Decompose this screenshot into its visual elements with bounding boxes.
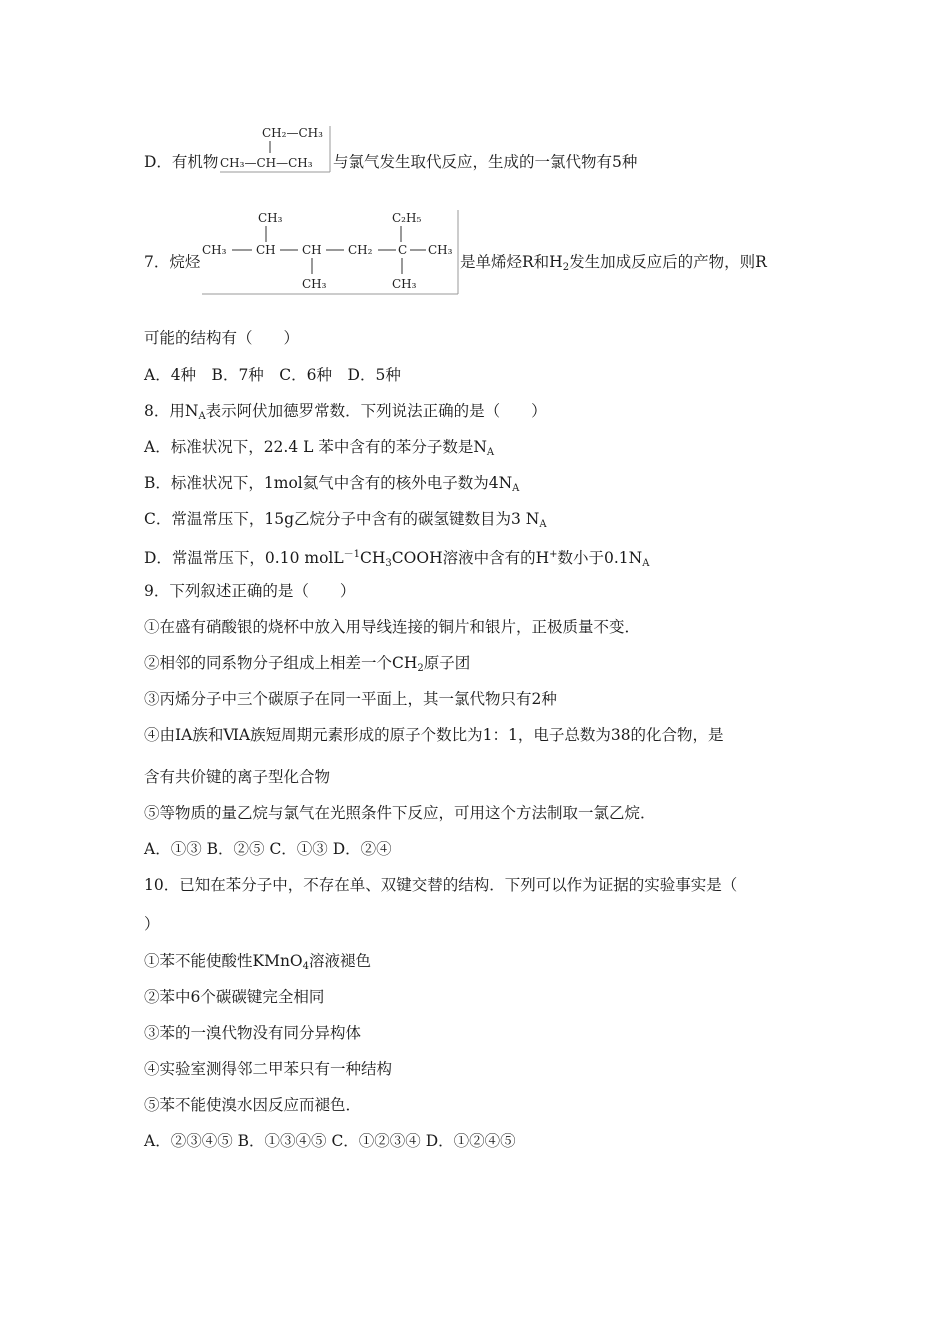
q10-text: 10．已知在苯分子中，不存在单、双键交替的结构．下列可以作为证据的实验事实是（	[144, 876, 738, 894]
struct2-chain-0: CH₃	[202, 243, 227, 257]
q10-1a: ①苯不能使酸性KMnO	[144, 952, 303, 970]
q10-options	[144, 1131, 516, 1151]
q7-options-text: A．4种 B．7种 C．6种 D．5种	[144, 366, 401, 384]
q8-a: 8．用N	[144, 402, 199, 420]
option-d-suffix-line	[333, 152, 637, 172]
q8D-d: 数小于0.1N	[557, 549, 643, 567]
q8-option-b	[144, 473, 519, 499]
q10-cont	[144, 914, 160, 934]
q7-suffix-b: 发生加成反应后的产物，则R	[569, 253, 767, 271]
q9-item-2	[144, 653, 470, 679]
q9-2a: ②相邻的同系物分子组成上相差一个CH	[144, 654, 418, 672]
q9-item-1	[144, 617, 640, 637]
option-d-line	[144, 152, 218, 172]
struct2-chain-4: C	[398, 243, 408, 257]
q9-1-text: ①在盛有硝酸银的烧杯中放入用导线连接的铜片和银片，正极质量不变．	[144, 618, 641, 636]
q10-item-3	[144, 1023, 361, 1043]
q9-item-4	[144, 725, 724, 745]
q10-cont-text: ）	[144, 915, 160, 933]
struct2-chain-3: CH₂	[348, 243, 373, 257]
struct2-bottom-ch3-a: CH₃	[302, 277, 327, 291]
q8B-text: B．标准状况下，1mol氦气中含有的核外电子数为4N	[144, 474, 513, 492]
struct2-top-ch3: CH₃	[258, 211, 283, 225]
struct2-top-c2h5: C₂H₅	[392, 211, 422, 225]
q8-b: 表示阿伏加德罗常数．下列说法正确的是（ ）	[205, 402, 547, 420]
q8-option-d	[144, 545, 649, 574]
q9-options-text: A．①③ B．②⑤ C．①③ D．②④	[144, 840, 392, 858]
q7-suffix-sub: 2	[562, 262, 570, 273]
structure-2	[200, 208, 462, 296]
q10-options-text: A．②③④⑤ B．①③④⑤ C．①②③④ D．①②④⑤	[144, 1132, 516, 1150]
option-d-prefix: D．有机物	[144, 153, 219, 171]
q7-cont-text: 可能的结构有（ ）	[144, 329, 300, 347]
q7-suffix-line	[460, 252, 767, 278]
q9-stem	[144, 581, 355, 601]
q7-suffix-a: 是单烯烃R和H	[460, 253, 563, 271]
q8D-a: D．常温常压下，0.10 molL	[144, 549, 344, 567]
q10-item-2	[144, 987, 324, 1007]
q7-cont	[144, 328, 299, 348]
q8A-text: A．标准状况下，22.4 L 苯中含有的苯分子数是N	[144, 438, 487, 456]
q10-stem	[144, 875, 737, 895]
struct2-chain-2: CH	[302, 243, 322, 257]
q8-sub: A	[198, 411, 206, 422]
q9-2b: 原子团	[423, 654, 471, 672]
q9-text: 9．下列叙述正确的是（ ）	[144, 582, 356, 600]
q7-options	[144, 365, 401, 385]
q9-3-text: ③丙烯分子中三个碳原子在同一平面上，其一氯代物只有2种	[144, 690, 557, 708]
q8C-sub: A	[539, 519, 547, 530]
q10-1sub: 4	[302, 961, 310, 972]
option-d-suffix: 与氯气发生取代反应，生成的一氯代物有5种	[333, 153, 638, 171]
q9-item-4-cont	[144, 767, 330, 787]
q9-2sub: 2	[417, 663, 424, 674]
q8C-text: C．常温常压下，15g乙烷分子中含有的碳氢键数目为3 N	[144, 510, 540, 528]
struct2-bottom-ch3-b: CH₃	[392, 277, 417, 291]
struct2-chain-1: CH	[256, 243, 276, 257]
q8A-sub: A	[486, 447, 495, 458]
q8B-sub: A	[512, 483, 520, 494]
q8D-sub2: A	[642, 558, 650, 569]
q9-4-text: ④由ⅠA族和ⅥA族短周期元素形成的原子个数比为1：1，电子总数为38的化合物，是	[144, 726, 724, 744]
q10-3-text: ③苯的一溴代物没有同分异构体	[144, 1024, 362, 1042]
q9-item-3	[144, 689, 557, 709]
q10-item-1	[144, 951, 371, 977]
q8D-sup: －1	[343, 549, 361, 560]
q9-4-cont-text: 含有共价键的离子型化合物	[144, 768, 331, 786]
q8D-sub1: 3	[385, 558, 392, 569]
struct1-top: CH₂—CH₃	[262, 126, 323, 140]
q8D-sup2: +	[549, 549, 558, 560]
structure-1	[218, 122, 336, 176]
q10-4-text: ④实验室测得邻二甲苯只有一种结构	[144, 1060, 393, 1078]
q10-2-text: ②苯中6个碳碳键完全相同	[144, 988, 325, 1006]
q8-stem	[144, 401, 547, 427]
q9-5-text: ⑤等物质的量乙烷与氯气在光照条件下反应，可用这个方法制取一氯乙烷．	[144, 804, 656, 822]
q10-item-4	[144, 1059, 392, 1079]
struct2-chain-5: CH₃	[428, 243, 453, 257]
q9-item-5	[144, 803, 656, 823]
q9-options	[144, 839, 392, 859]
q7-prefix: 7．烷烃	[144, 253, 201, 271]
q10-1b: 溶液褪色	[309, 952, 372, 970]
q10-item-5	[144, 1095, 361, 1115]
q8-option-c	[144, 509, 547, 535]
q10-5-text: ⑤苯不能使溴水因反应而褪色．	[144, 1096, 362, 1114]
q7-prefix-line	[144, 252, 200, 272]
q8-option-a	[144, 437, 494, 463]
q8D-c: COOH溶液中含有的H	[391, 549, 550, 567]
q8D-b: CH	[360, 549, 386, 567]
struct1-bottom: CH₃—CH—CH₃	[220, 156, 313, 170]
